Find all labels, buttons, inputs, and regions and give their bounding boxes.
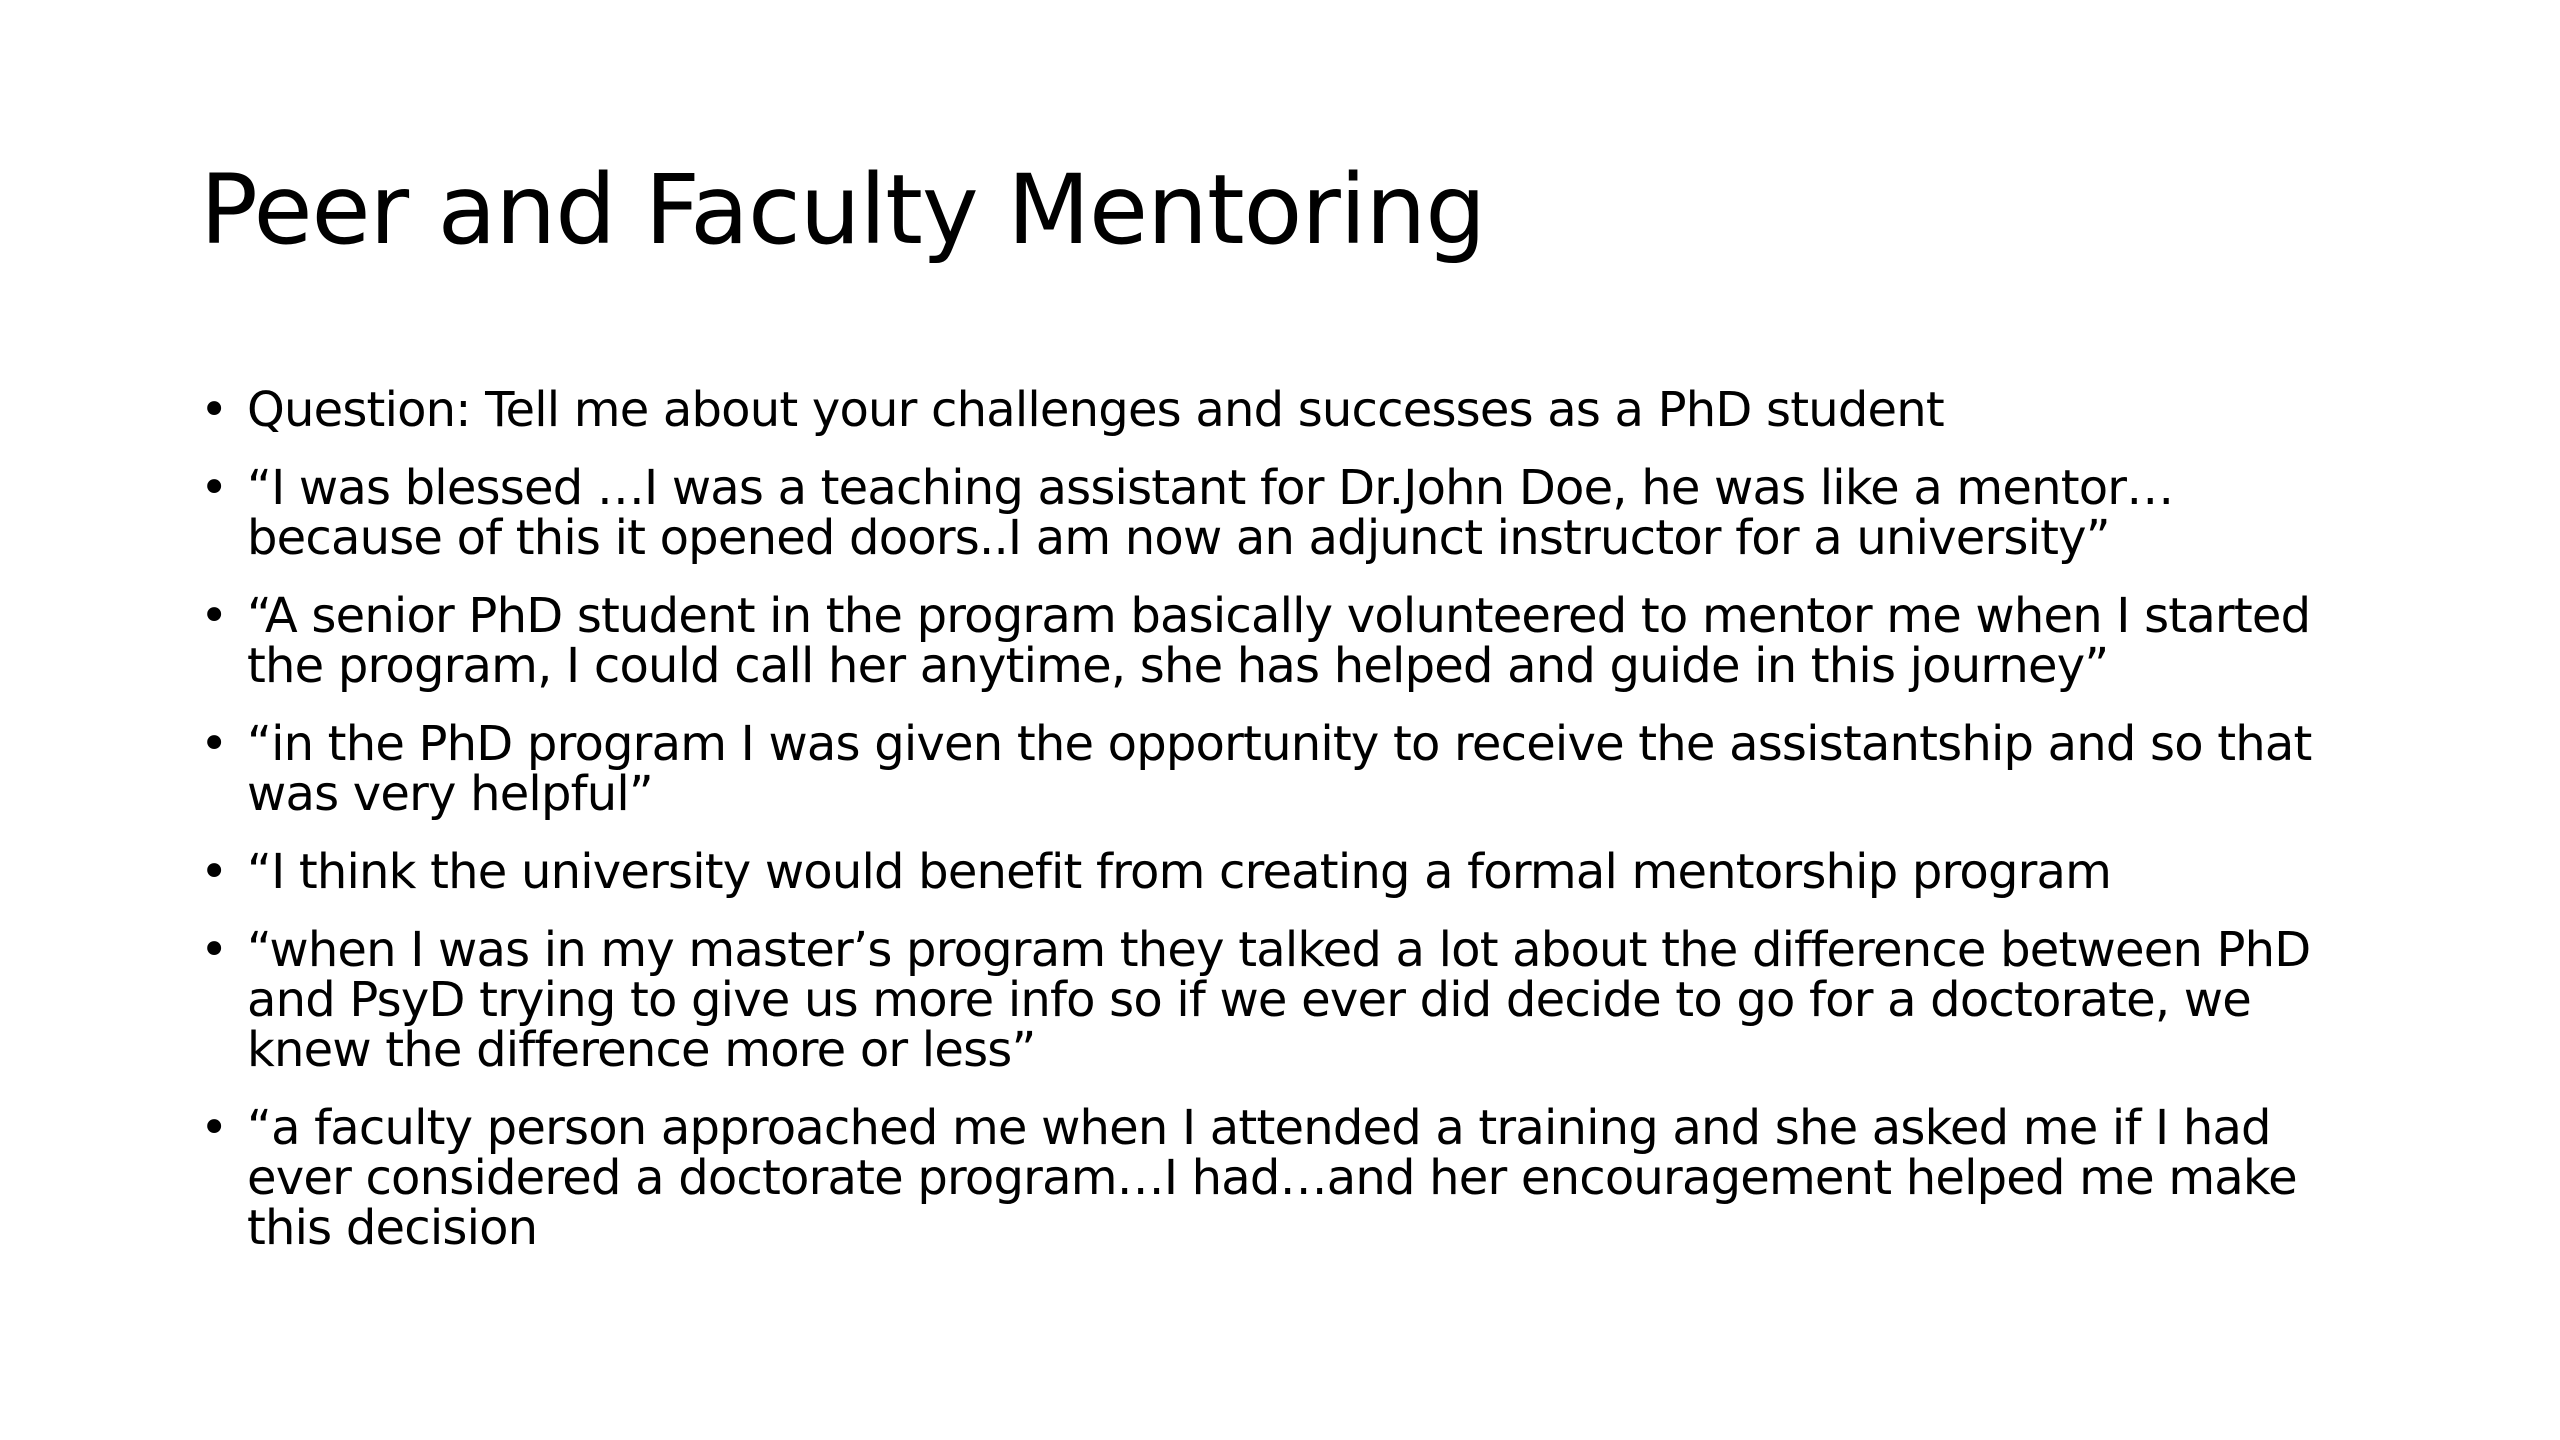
bullet-line: because of this it opened doors..I am now an adjunct instructor for a university” xyxy=(247,510,2110,566)
bullet-icon: • xyxy=(200,716,228,772)
bullet-icon: • xyxy=(200,588,228,644)
bullet-line: the program, I could call her anytime, she has helped and guide in this journey” xyxy=(247,638,2109,694)
bullet-line: and PsyD trying to give us more info so if we ever did decide to go for a doctorate, we xyxy=(247,972,2251,1028)
bullet-icon: • xyxy=(200,1100,228,1156)
bullet-line: “A senior PhD student in the program basically volunteered to mentor me when I started xyxy=(247,588,2311,644)
bullet-line: “a faculty person approached me when I attended a training and she asked me if I had xyxy=(247,1100,2271,1156)
bullet-icon: • xyxy=(200,922,228,978)
bullet-text xyxy=(247,382,2440,438)
bullet-line: ever considered a doctorate program…I had…and her encouragement helped me make xyxy=(247,1150,2297,1206)
bullet-line: was very helpful” xyxy=(247,766,653,822)
bullet-list xyxy=(200,382,2440,1281)
bullet-item-quote-assistantship xyxy=(200,716,2440,822)
bullet-icon: • xyxy=(200,844,228,900)
bullet-line: “I think the university would benefit from creating a formal mentorship program xyxy=(247,844,2112,900)
bullet-line: “I was blessed …I was a teaching assistant for Dr.John Doe, he was like a mentor… xyxy=(247,460,2174,516)
bullet-text xyxy=(247,844,2440,900)
bullet-item-question xyxy=(200,382,2440,438)
bullet-line: “in the PhD program I was given the opportunity to receive the assistantship and so that xyxy=(247,716,2312,772)
bullet-text xyxy=(247,460,2440,566)
bullet-text xyxy=(247,716,2440,822)
bullet-icon: • xyxy=(200,460,228,516)
bullet-line: knew the difference more or less” xyxy=(247,1022,1036,1078)
bullet-line: this decision xyxy=(247,1200,538,1256)
bullet-item-quote-senior-student xyxy=(200,588,2440,694)
bullet-text xyxy=(247,588,2440,694)
bullet-item-quote-teaching-assistant xyxy=(200,460,2440,566)
bullet-item-quote-formal-program xyxy=(200,844,2440,900)
bullet-text xyxy=(247,922,2440,1078)
bullet-line: Question: Tell me about your challenges and successes as a PhD student xyxy=(247,382,1944,438)
bullet-item-quote-faculty-person xyxy=(200,1100,2440,1256)
slide-title: Peer and Faculty Mentoring xyxy=(200,154,1486,266)
bullet-icon: • xyxy=(200,382,228,438)
bullet-line: “when I was in my master’s program they talked a lot about the difference between PhD xyxy=(247,922,2311,978)
bullet-item-quote-masters-program xyxy=(200,922,2440,1078)
bullet-text xyxy=(247,1100,2440,1256)
